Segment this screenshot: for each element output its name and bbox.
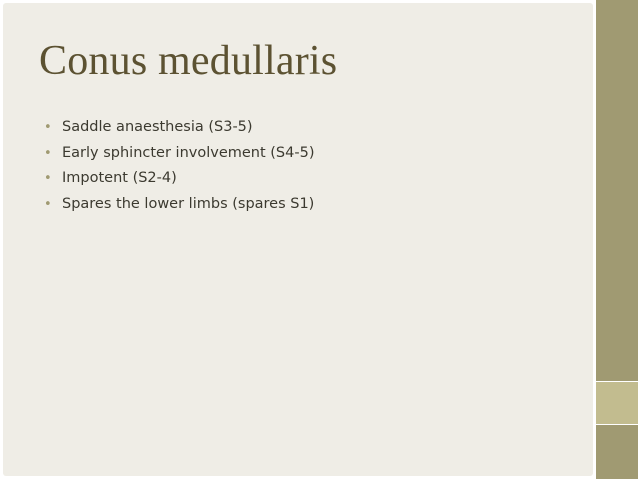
side-accent-block xyxy=(596,382,638,424)
bullet-icon: • xyxy=(44,196,52,212)
bullet-item xyxy=(44,115,314,141)
side-bottom-block xyxy=(596,425,638,479)
bullet-icon: • xyxy=(44,145,52,161)
bullet-icon: • xyxy=(44,120,52,135)
bullet-item xyxy=(44,141,314,167)
bullet-text: Impotent (S2-4) xyxy=(62,170,177,186)
bullet-icon: • xyxy=(44,171,52,186)
slide-title: Conus medullaris xyxy=(39,38,338,84)
bullet-text: Saddle anaesthesia (S3-5) xyxy=(62,119,253,135)
bullet-text: Spares the lower limbs (spares S1) xyxy=(62,195,315,212)
bullet-text: Early sphincter involvement (S4-5) xyxy=(62,144,315,161)
bullet-item xyxy=(44,192,314,218)
bullet-list xyxy=(44,115,314,217)
bullet-item xyxy=(44,166,314,192)
